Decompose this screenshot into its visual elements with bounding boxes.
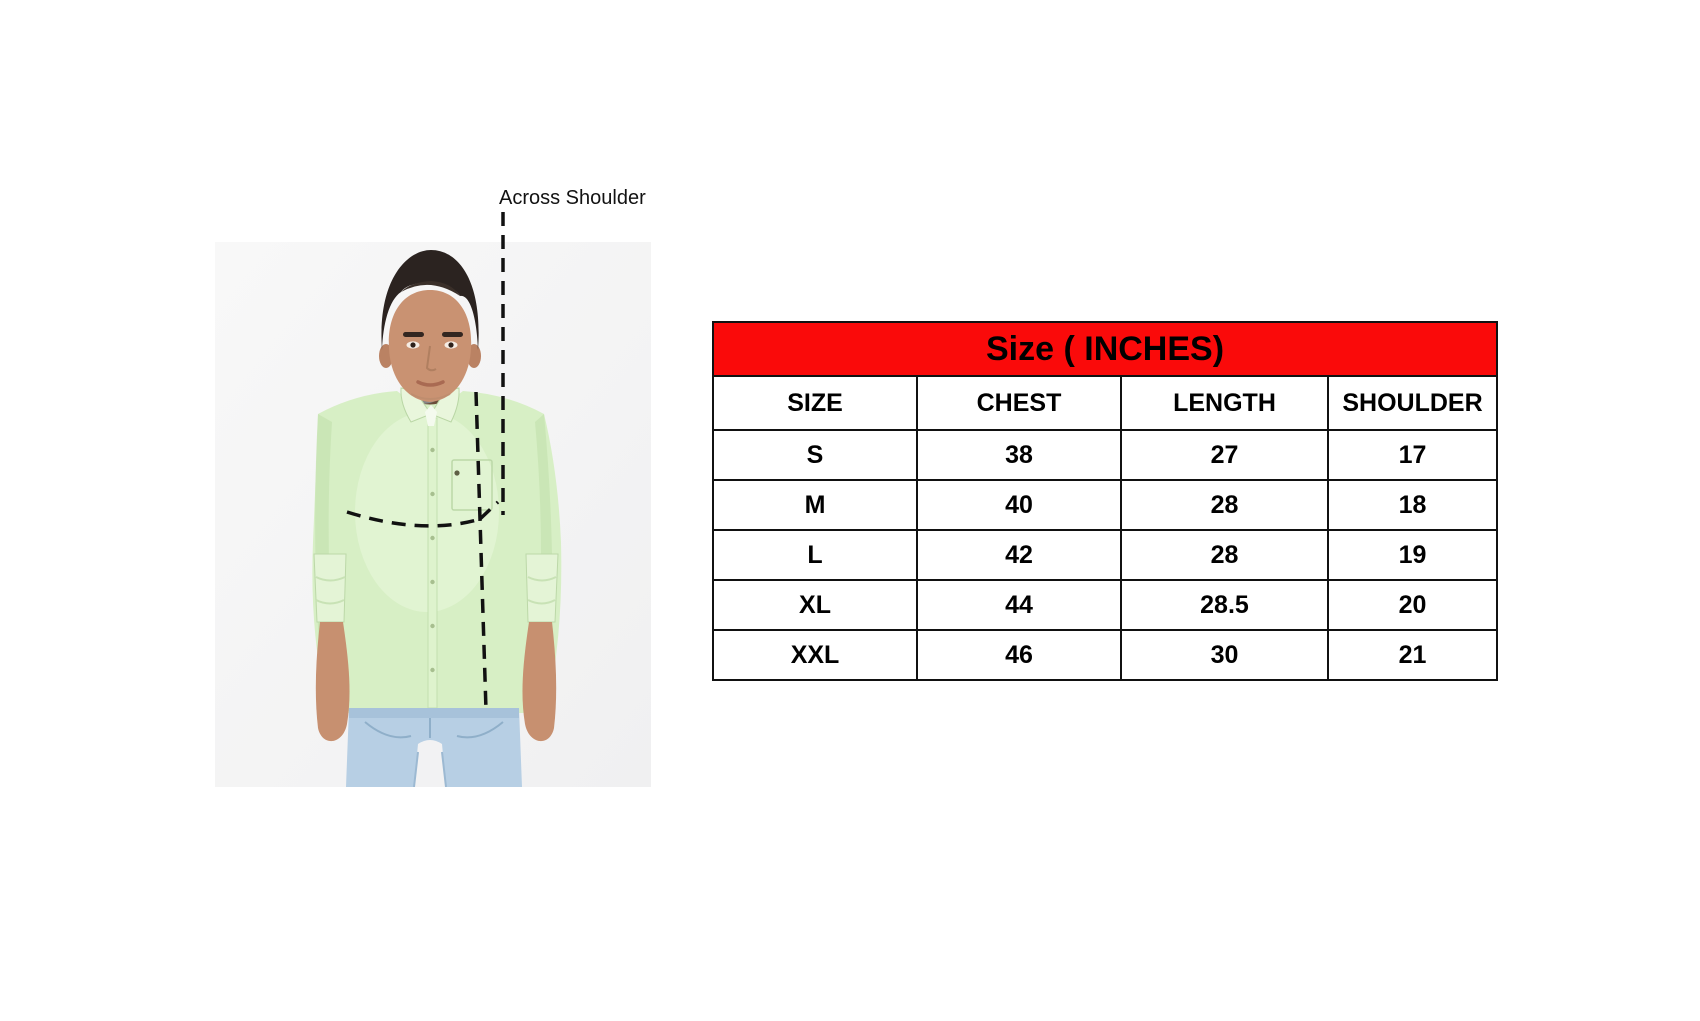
column-header-length: LENGTH [1121,376,1328,430]
table-row [713,580,1497,630]
header-row [713,376,1497,430]
measurement-lines [195,185,705,805]
chest-curve-tick [480,502,498,519]
column-header-shoulder: SHOULDER [1328,376,1497,430]
chest-cell: 44 [917,580,1121,630]
size-chart-table [712,321,1498,681]
vertical-body-line [476,392,486,710]
shoulder-cell: 21 [1328,630,1497,680]
chest-cell: 40 [917,480,1121,530]
shoulder-cell: 20 [1328,580,1497,630]
across-shoulder-label: Across Shoulder [499,187,646,209]
table-row [713,430,1497,480]
title-row [713,322,1497,376]
column-header-chest: CHEST [917,376,1121,430]
chest-cell: 38 [917,430,1121,480]
table-row [713,630,1497,680]
size-cell: XL [713,580,917,630]
chest-cell: 46 [917,630,1121,680]
size-cell: L [713,530,917,580]
chest-cell: 42 [917,530,1121,580]
shoulder-cell: 17 [1328,430,1497,480]
length-cell: 28.5 [1121,580,1328,630]
shoulder-cell: 18 [1328,480,1497,530]
table-row [713,480,1497,530]
length-cell: 28 [1121,480,1328,530]
column-header-size: SIZE [713,376,917,430]
length-cell: 27 [1121,430,1328,480]
length-cell: 30 [1121,630,1328,680]
size-chart [712,321,1496,681]
size-chart-title: Size ( INCHES) [713,322,1497,376]
length-cell: 28 [1121,530,1328,580]
size-cell: XXL [713,630,917,680]
size-cell: M [713,480,917,530]
size-cell: S [713,430,917,480]
table-row [713,530,1497,580]
shoulder-cell: 19 [1328,530,1497,580]
chest-curve-line [347,512,477,526]
